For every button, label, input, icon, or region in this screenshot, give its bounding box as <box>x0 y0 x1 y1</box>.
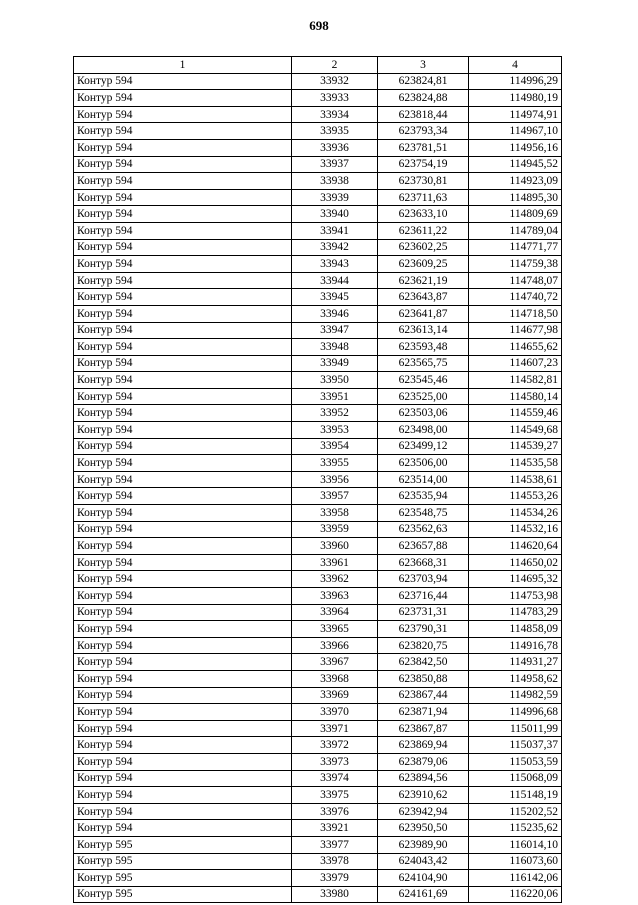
x-coordinate-cell: 623611,22 <box>378 222 469 239</box>
contour-cell: Контур 595 <box>74 870 292 887</box>
x-coordinate-cell: 623731,31 <box>378 604 469 621</box>
x-coordinate-cell: 623514,00 <box>378 471 469 488</box>
table-row <box>74 272 562 289</box>
x-coordinate-cell: 623711,63 <box>378 189 469 206</box>
table-row <box>74 588 562 605</box>
contour-cell: Контур 594 <box>74 139 292 156</box>
y-coordinate-cell: 114809,69 <box>469 206 562 223</box>
table-row <box>74 770 562 787</box>
y-coordinate-cell: 114538,61 <box>469 471 562 488</box>
table-row <box>74 256 562 273</box>
y-coordinate-cell: 115235,62 <box>469 820 562 837</box>
point-number-cell: 33971 <box>292 720 378 737</box>
point-number-cell: 33951 <box>292 388 378 405</box>
x-coordinate-cell: 623657,88 <box>378 538 469 555</box>
y-coordinate-cell: 114740,72 <box>469 289 562 306</box>
x-coordinate-cell: 623499,12 <box>378 438 469 455</box>
y-coordinate-cell: 114759,38 <box>469 256 562 273</box>
table-row <box>74 438 562 455</box>
table-row <box>74 156 562 173</box>
contour-cell: Контур 594 <box>74 322 292 339</box>
point-number-cell: 33921 <box>292 820 378 837</box>
y-coordinate-cell: 114958,62 <box>469 670 562 687</box>
point-number-cell: 33972 <box>292 737 378 754</box>
table-row <box>74 123 562 140</box>
table-row <box>74 687 562 704</box>
table-row <box>74 886 562 903</box>
table-row <box>74 173 562 190</box>
x-coordinate-cell: 623643,87 <box>378 289 469 306</box>
point-number-cell: 33965 <box>292 621 378 638</box>
contour-cell: Контур 594 <box>74 256 292 273</box>
y-coordinate-cell: 115011,99 <box>469 720 562 737</box>
table-row <box>74 853 562 870</box>
contour-cell: Контур 594 <box>74 206 292 223</box>
x-coordinate-cell: 623703,94 <box>378 571 469 588</box>
x-coordinate-cell: 623824,88 <box>378 90 469 107</box>
point-number-cell: 33946 <box>292 305 378 322</box>
y-coordinate-cell: 114553,26 <box>469 488 562 505</box>
point-number-cell: 33935 <box>292 123 378 140</box>
point-number-cell: 33967 <box>292 654 378 671</box>
table-row <box>74 305 562 322</box>
header-col-1: 1 <box>74 57 292 74</box>
y-coordinate-cell: 114895,30 <box>469 189 562 206</box>
y-coordinate-cell: 114607,23 <box>469 355 562 372</box>
y-coordinate-cell: 115053,59 <box>469 753 562 770</box>
contour-cell: Контур 594 <box>74 90 292 107</box>
y-coordinate-cell: 114996,29 <box>469 73 562 90</box>
point-number-cell: 33947 <box>292 322 378 339</box>
y-coordinate-cell: 114620,64 <box>469 538 562 555</box>
y-coordinate-cell: 114771,77 <box>469 239 562 256</box>
x-coordinate-cell: 623754,19 <box>378 156 469 173</box>
table-row <box>74 455 562 472</box>
y-coordinate-cell: 114539,27 <box>469 438 562 455</box>
y-coordinate-cell: 116220,06 <box>469 886 562 903</box>
y-coordinate-cell: 114789,04 <box>469 222 562 239</box>
point-number-cell: 33978 <box>292 853 378 870</box>
table-row <box>74 870 562 887</box>
x-coordinate-cell: 623525,00 <box>378 388 469 405</box>
contour-cell: Контур 594 <box>74 123 292 140</box>
table-row <box>74 803 562 820</box>
contour-cell: Контур 594 <box>74 670 292 687</box>
x-coordinate-cell: 623633,10 <box>378 206 469 223</box>
point-number-cell: 33968 <box>292 670 378 687</box>
contour-cell: Контур 595 <box>74 853 292 870</box>
table-row <box>74 422 562 439</box>
y-coordinate-cell: 114980,19 <box>469 90 562 107</box>
x-coordinate-cell: 623867,87 <box>378 720 469 737</box>
x-coordinate-cell: 623879,06 <box>378 753 469 770</box>
y-coordinate-cell: 115148,19 <box>469 787 562 804</box>
contour-cell: Контур 594 <box>74 654 292 671</box>
x-coordinate-cell: 623609,25 <box>378 256 469 273</box>
x-coordinate-cell: 623820,75 <box>378 637 469 654</box>
contour-cell: Контур 594 <box>74 438 292 455</box>
x-coordinate-cell: 623621,19 <box>378 272 469 289</box>
y-coordinate-cell: 114858,09 <box>469 621 562 638</box>
x-coordinate-cell: 623793,34 <box>378 123 469 140</box>
table-row <box>74 239 562 256</box>
contour-cell: Контур 594 <box>74 687 292 704</box>
contour-cell: Контур 594 <box>74 637 292 654</box>
x-coordinate-cell: 623730,81 <box>378 173 469 190</box>
table-row <box>74 670 562 687</box>
y-coordinate-cell: 114677,98 <box>469 322 562 339</box>
x-coordinate-cell: 623641,87 <box>378 305 469 322</box>
x-coordinate-cell: 624043,42 <box>378 853 469 870</box>
contour-cell: Контур 594 <box>74 239 292 256</box>
point-number-cell: 33976 <box>292 803 378 820</box>
point-number-cell: 33955 <box>292 455 378 472</box>
table-row <box>74 222 562 239</box>
x-coordinate-cell: 623613,14 <box>378 322 469 339</box>
table-row <box>74 704 562 721</box>
x-coordinate-cell: 623503,06 <box>378 405 469 422</box>
y-coordinate-cell: 115037,37 <box>469 737 562 754</box>
y-coordinate-cell: 114695,32 <box>469 571 562 588</box>
y-coordinate-cell: 116073,60 <box>469 853 562 870</box>
point-number-cell: 33932 <box>292 73 378 90</box>
y-coordinate-cell: 114549,68 <box>469 422 562 439</box>
point-number-cell: 33943 <box>292 256 378 273</box>
point-number-cell: 33973 <box>292 753 378 770</box>
point-number-cell: 33958 <box>292 505 378 522</box>
x-coordinate-cell: 623824,81 <box>378 73 469 90</box>
point-number-cell: 33950 <box>292 372 378 389</box>
point-number-cell: 33933 <box>292 90 378 107</box>
table-row <box>74 322 562 339</box>
x-coordinate-cell: 623869,94 <box>378 737 469 754</box>
contour-cell: Контур 594 <box>74 787 292 804</box>
y-coordinate-cell: 114967,10 <box>469 123 562 140</box>
contour-cell: Контур 594 <box>74 571 292 588</box>
contour-cell: Контур 594 <box>74 106 292 123</box>
contour-cell: Контур 594 <box>74 405 292 422</box>
point-number-cell: 33960 <box>292 538 378 555</box>
y-coordinate-cell: 114718,50 <box>469 305 562 322</box>
table-row <box>74 720 562 737</box>
table-row <box>74 538 562 555</box>
x-coordinate-cell: 623498,00 <box>378 422 469 439</box>
x-coordinate-cell: 623867,44 <box>378 687 469 704</box>
point-number-cell: 33938 <box>292 173 378 190</box>
x-coordinate-cell: 623716,44 <box>378 588 469 605</box>
point-number-cell: 33970 <box>292 704 378 721</box>
x-coordinate-cell: 624161,69 <box>378 886 469 903</box>
table-row <box>74 206 562 223</box>
point-number-cell: 33945 <box>292 289 378 306</box>
x-coordinate-cell: 623545,46 <box>378 372 469 389</box>
y-coordinate-cell: 115202,52 <box>469 803 562 820</box>
contour-cell: Контур 594 <box>74 73 292 90</box>
point-number-cell: 33934 <box>292 106 378 123</box>
table-row <box>74 571 562 588</box>
table-row <box>74 505 562 522</box>
table-body <box>74 73 562 903</box>
table-row <box>74 521 562 538</box>
x-coordinate-cell: 623818,44 <box>378 106 469 123</box>
contour-cell: Контур 594 <box>74 388 292 405</box>
contour-cell: Контур 595 <box>74 836 292 853</box>
contour-cell: Контур 594 <box>74 471 292 488</box>
x-coordinate-cell: 623535,94 <box>378 488 469 505</box>
y-coordinate-cell: 114916,78 <box>469 637 562 654</box>
y-coordinate-cell: 114655,62 <box>469 339 562 356</box>
contour-cell: Контур 594 <box>74 272 292 289</box>
table-row <box>74 787 562 804</box>
point-number-cell: 33962 <box>292 571 378 588</box>
point-number-cell: 33980 <box>292 886 378 903</box>
point-number-cell: 33963 <box>292 588 378 605</box>
x-coordinate-cell: 623989,90 <box>378 836 469 853</box>
y-coordinate-cell: 114535,58 <box>469 455 562 472</box>
contour-cell: Контур 594 <box>74 156 292 173</box>
contour-cell: Контур 594 <box>74 189 292 206</box>
x-coordinate-cell: 623668,31 <box>378 554 469 571</box>
x-coordinate-cell: 623562,63 <box>378 521 469 538</box>
table-row <box>74 388 562 405</box>
y-coordinate-cell: 114748,07 <box>469 272 562 289</box>
header-col-3: 3 <box>378 57 469 74</box>
header-col-4: 4 <box>469 57 562 74</box>
contour-cell: Контур 594 <box>74 455 292 472</box>
point-number-cell: 33969 <box>292 687 378 704</box>
point-number-cell: 33966 <box>292 637 378 654</box>
point-number-cell: 33977 <box>292 836 378 853</box>
x-coordinate-cell: 624104,90 <box>378 870 469 887</box>
point-number-cell: 33937 <box>292 156 378 173</box>
table-row <box>74 405 562 422</box>
x-coordinate-cell: 623842,50 <box>378 654 469 671</box>
table-row <box>74 753 562 770</box>
contour-cell: Контур 594 <box>74 621 292 638</box>
contour-cell: Контур 594 <box>74 770 292 787</box>
x-coordinate-cell: 623593,48 <box>378 339 469 356</box>
table-row <box>74 471 562 488</box>
contour-cell: Контур 594 <box>74 820 292 837</box>
y-coordinate-cell: 114534,26 <box>469 505 562 522</box>
header-col-2: 2 <box>292 57 378 74</box>
point-number-cell: 33939 <box>292 189 378 206</box>
y-coordinate-cell: 114974,91 <box>469 106 562 123</box>
contour-cell: Контур 594 <box>74 339 292 356</box>
table-row <box>74 189 562 206</box>
y-coordinate-cell: 116142,06 <box>469 870 562 887</box>
y-coordinate-cell: 115068,09 <box>469 770 562 787</box>
table-row <box>74 604 562 621</box>
point-number-cell: 33944 <box>292 272 378 289</box>
contour-cell: Контур 594 <box>74 554 292 571</box>
y-coordinate-cell: 116014,10 <box>469 836 562 853</box>
point-number-cell: 33952 <box>292 405 378 422</box>
contour-cell: Контур 594 <box>74 753 292 770</box>
contour-cell: Контур 594 <box>74 422 292 439</box>
table-row <box>74 820 562 837</box>
contour-cell: Контур 594 <box>74 289 292 306</box>
point-number-cell: 33954 <box>292 438 378 455</box>
y-coordinate-cell: 114783,29 <box>469 604 562 621</box>
contour-cell: Контур 594 <box>74 720 292 737</box>
x-coordinate-cell: 623950,50 <box>378 820 469 837</box>
y-coordinate-cell: 114923,09 <box>469 173 562 190</box>
y-coordinate-cell: 114532,16 <box>469 521 562 538</box>
contour-cell: Контур 594 <box>74 704 292 721</box>
contour-cell: Контур 594 <box>74 737 292 754</box>
point-number-cell: 33936 <box>292 139 378 156</box>
point-number-cell: 33949 <box>292 355 378 372</box>
x-coordinate-cell: 623850,88 <box>378 670 469 687</box>
contour-cell: Контур 594 <box>74 588 292 605</box>
y-coordinate-cell: 114559,46 <box>469 405 562 422</box>
table-row <box>74 90 562 107</box>
point-number-cell: 33940 <box>292 206 378 223</box>
x-coordinate-cell: 623548,75 <box>378 505 469 522</box>
x-coordinate-cell: 623910,62 <box>378 787 469 804</box>
y-coordinate-cell: 114753,98 <box>469 588 562 605</box>
coordinates-table <box>73 56 562 903</box>
x-coordinate-cell: 623790,31 <box>378 621 469 638</box>
contour-cell: Контур 594 <box>74 521 292 538</box>
contour-cell: Контур 594 <box>74 173 292 190</box>
table-row <box>74 554 562 571</box>
contour-cell: Контур 594 <box>74 803 292 820</box>
table-row <box>74 73 562 90</box>
point-number-cell: 33975 <box>292 787 378 804</box>
table-row <box>74 621 562 638</box>
contour-cell: Контур 594 <box>74 604 292 621</box>
x-coordinate-cell: 623565,75 <box>378 355 469 372</box>
point-number-cell: 33964 <box>292 604 378 621</box>
contour-cell: Контур 594 <box>74 538 292 555</box>
point-number-cell: 33979 <box>292 870 378 887</box>
point-number-cell: 33941 <box>292 222 378 239</box>
contour-cell: Контур 594 <box>74 372 292 389</box>
x-coordinate-cell: 623781,51 <box>378 139 469 156</box>
header-row <box>74 57 562 74</box>
table-row <box>74 737 562 754</box>
x-coordinate-cell: 623602,25 <box>378 239 469 256</box>
x-coordinate-cell: 623506,00 <box>378 455 469 472</box>
y-coordinate-cell: 114956,16 <box>469 139 562 156</box>
table-row <box>74 488 562 505</box>
point-number-cell: 33948 <box>292 339 378 356</box>
contour-cell: Контур 594 <box>74 488 292 505</box>
x-coordinate-cell: 623871,94 <box>378 704 469 721</box>
table-row <box>74 637 562 654</box>
point-number-cell: 33956 <box>292 471 378 488</box>
x-coordinate-cell: 623942,94 <box>378 803 469 820</box>
y-coordinate-cell: 114582,81 <box>469 372 562 389</box>
contour-cell: Контур 594 <box>74 355 292 372</box>
y-coordinate-cell: 114982,59 <box>469 687 562 704</box>
y-coordinate-cell: 114931,27 <box>469 654 562 671</box>
table-row <box>74 289 562 306</box>
contour-cell: Контур 594 <box>74 505 292 522</box>
y-coordinate-cell: 114650,02 <box>469 554 562 571</box>
table-row <box>74 106 562 123</box>
table-row <box>74 372 562 389</box>
point-number-cell: 33957 <box>292 488 378 505</box>
table-row <box>74 836 562 853</box>
table-row <box>74 355 562 372</box>
contour-cell: Контур 594 <box>74 305 292 322</box>
y-coordinate-cell: 114996,68 <box>469 704 562 721</box>
table-row <box>74 339 562 356</box>
x-coordinate-cell: 623894,56 <box>378 770 469 787</box>
y-coordinate-cell: 114580,14 <box>469 388 562 405</box>
y-coordinate-cell: 114945,52 <box>469 156 562 173</box>
point-number-cell: 33959 <box>292 521 378 538</box>
point-number-cell: 33974 <box>292 770 378 787</box>
point-number-cell: 33953 <box>292 422 378 439</box>
contour-cell: Контур 594 <box>74 222 292 239</box>
contour-cell: Контур 595 <box>74 886 292 903</box>
page-number: 698 <box>309 18 329 33</box>
table-header <box>74 57 562 74</box>
point-number-cell: 33942 <box>292 239 378 256</box>
table-row <box>74 654 562 671</box>
point-number-cell: 33961 <box>292 554 378 571</box>
table-row <box>74 139 562 156</box>
